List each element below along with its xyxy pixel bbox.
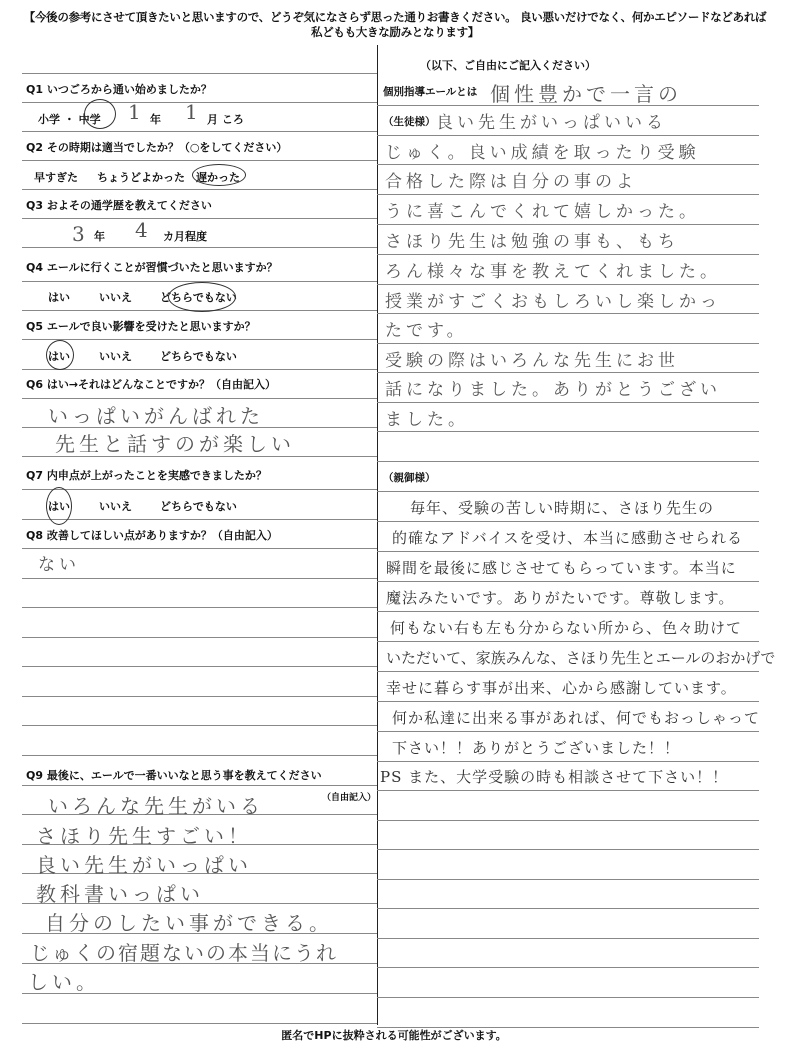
- rule-line: [22, 339, 377, 340]
- q3-label: Q3 およその通学歴を教えてください: [26, 199, 212, 212]
- q4-option-neither[interactable]: どちらでもない: [160, 291, 237, 304]
- q3-years-value[interactable]: 3: [72, 222, 89, 246]
- rule-line: [22, 785, 377, 786]
- q7-selection-circle: [46, 487, 72, 525]
- rule-line: [22, 755, 377, 756]
- q8-answer-line[interactable]: ない: [38, 555, 80, 575]
- q9-answer-line[interactable]: さほり先生すごい！: [36, 824, 252, 848]
- q2-selection-circle: [192, 164, 246, 186]
- rule-line: [22, 160, 377, 161]
- q3-months-unit: カ月程度: [163, 230, 207, 243]
- rule-line: [377, 938, 759, 939]
- rule-line: [377, 731, 759, 732]
- rule-line: [22, 247, 377, 248]
- q9-answer-line[interactable]: いろんな先生がいる: [48, 794, 264, 818]
- q2-option-just-right[interactable]: ちょうどよかった: [97, 171, 185, 184]
- q9-answer-line[interactable]: 自分のしたい事ができる。: [45, 911, 333, 935]
- rule-line: [22, 519, 377, 520]
- parent-comment-line[interactable]: 何もない右も左も分からない所から、色々助けて: [390, 619, 743, 637]
- student-comment-line[interactable]: さほり先生は勉強の事も、もち: [385, 232, 679, 252]
- yell-definition-label: 個別指導エールとは: [383, 86, 478, 98]
- student-comment-line[interactable]: 合格した際は自分の事のよ: [385, 172, 637, 192]
- q9-answer-line[interactable]: じゅくの宿題ないの本当にうれ: [30, 941, 338, 965]
- q6-answer-line[interactable]: いっぱいがんばれた: [48, 404, 264, 428]
- q4-option-yes[interactable]: はい: [48, 291, 70, 304]
- rule-line: [377, 194, 759, 195]
- rule-line: [377, 135, 759, 136]
- q8-label: Q8 改善してほしい点がありますか？（自由記入）: [26, 529, 278, 542]
- form-intro: 【今後の参考にさせて頂きたいと思いますので、どうぞ気になさらず思った通りお書きください。 良い悪いだけでなく、何かエピソードなどあれば私どもも大きな励みとなります】: [23, 10, 767, 39]
- parent-comment-line[interactable]: 何か私達に出来る事があれば、何でもおっしゃって: [392, 709, 761, 727]
- rule-line: [377, 254, 759, 255]
- student-comment-line[interactable]: 良い先生がいっぱいいる: [436, 113, 667, 133]
- rule-line: [377, 967, 759, 968]
- rule-line: [22, 725, 377, 726]
- parent-comment-line[interactable]: 下さい！！ありがとうございました！！: [392, 739, 681, 757]
- rule-line: [22, 369, 377, 370]
- student-comment-line[interactable]: 受験の際はいろんな先生にお世: [385, 351, 679, 371]
- rule-line: [377, 849, 759, 850]
- q5-option-no[interactable]: いいえ: [99, 350, 132, 363]
- q9-answer-line[interactable]: 教科書いっぱい: [36, 882, 204, 906]
- parent-comment-line[interactable]: 瞬間を最後に感じさせてもらっています。本当に: [386, 559, 737, 577]
- student-comment-line[interactable]: 個性豊かで一言の: [490, 82, 682, 106]
- rule-line: [377, 372, 759, 373]
- rule-line: [377, 641, 759, 642]
- parent-comment-line[interactable]: 的確なアドバイスを受け、本当に感動させられる: [392, 529, 743, 547]
- q3-years-unit: 年: [94, 230, 105, 243]
- rule-line: [377, 551, 759, 552]
- q4-option-no[interactable]: いいえ: [99, 291, 132, 304]
- rule-line: [377, 284, 759, 285]
- q7-option-no[interactable]: いいえ: [99, 500, 132, 513]
- student-comment-line[interactable]: うに喜こんでくれて嬉しかった。: [385, 202, 700, 222]
- q3-months-value[interactable]: 4: [135, 218, 152, 242]
- rule-line: [377, 461, 759, 462]
- parent-comment-line[interactable]: 幸せに暮らす事が出来、心から感謝しています。: [386, 679, 737, 697]
- q5-selection-circle: [46, 340, 74, 370]
- rule-line: [377, 761, 759, 762]
- rule-line: [377, 997, 759, 998]
- rule-line: [377, 790, 759, 791]
- parent-comment-line[interactable]: 魔法みたいです。ありがたいです。尊敬します。: [386, 589, 735, 607]
- student-comment-line[interactable]: ろん様々な事を教えてくれました。: [385, 262, 721, 282]
- q5-label: Q5 エールで良い影響を受けたと思いますか？: [26, 320, 256, 333]
- q2-label: Q2 その時期は適当でしたか？（○をしてください）: [26, 141, 288, 154]
- rule-line: [22, 607, 377, 608]
- student-comment-line[interactable]: 授業がすごくおもしろいし楽しかっ: [385, 292, 721, 312]
- student-comment-line[interactable]: じゅく。良い成績を取ったり受験: [385, 143, 700, 163]
- student-label: （生徒様）: [383, 116, 436, 128]
- q1-school-options[interactable]: 小学 ・ 中学: [38, 113, 101, 126]
- q1-selection-circle: [84, 99, 116, 129]
- rule-line: [22, 1023, 377, 1024]
- rule-line: [377, 164, 759, 165]
- column-divider: [377, 45, 378, 1025]
- student-comment-line[interactable]: たです。: [385, 321, 468, 341]
- rule-line: [377, 879, 759, 880]
- rule-line: [22, 73, 377, 74]
- rule-line: [22, 131, 377, 132]
- q9-answer-line[interactable]: しい。: [28, 970, 100, 994]
- anonymity-notice: 匿名でHPに抜粋される可能性がございます。: [281, 1029, 507, 1042]
- parent-comment-line[interactable]: 毎年、受験の苦しい時期に、さほり先生の: [410, 499, 715, 517]
- student-comment-line[interactable]: 話になりました。ありがとうござい: [385, 380, 721, 400]
- q1-year-unit: 年: [150, 113, 161, 126]
- q9-free-entry-note: （自由記入）: [322, 793, 377, 803]
- rule-line: [22, 398, 377, 399]
- rule-line: [377, 521, 759, 522]
- q2-option-too-late[interactable]: 遅かった: [196, 171, 240, 184]
- rule-line: [377, 402, 759, 403]
- rule-line: [377, 581, 759, 582]
- rule-line: [377, 313, 759, 314]
- rule-line: [22, 578, 377, 579]
- rule-line: [22, 189, 377, 190]
- rule-line: [377, 343, 759, 344]
- q7-label: Q7 内申点が上がったことを実感できましたか？: [26, 469, 267, 482]
- parent-comment-line[interactable]: PS また、大学受験の時も相談させて下さい！！: [380, 768, 729, 786]
- right-column-note: （以下、ご自由にご記入ください）: [420, 59, 596, 72]
- q5-option-neither[interactable]: どちらでもない: [160, 350, 237, 363]
- parent-comment-line[interactable]: いただいて、家族みんな、さほり先生とエールのおかげで: [386, 649, 776, 667]
- student-comment-line[interactable]: ました。: [385, 410, 469, 430]
- rule-line: [377, 671, 759, 672]
- rule-line: [377, 908, 759, 909]
- q6-answer-line[interactable]: 先生と話すのが楽しい: [55, 432, 295, 456]
- rule-line: [377, 701, 759, 702]
- q2-option-too-early[interactable]: 早すぎた: [34, 171, 78, 184]
- rule-line: [22, 666, 377, 667]
- q6-label: Q6 はい→それはどんなことですか？（自由記入）: [26, 378, 277, 391]
- rule-line: [22, 548, 377, 549]
- q1-month-value[interactable]: 1: [185, 100, 202, 124]
- rule-line: [377, 491, 759, 492]
- rule-line: [22, 489, 377, 490]
- q9-answer-line[interactable]: 良い先生がいっぱい: [36, 853, 252, 877]
- q5-option-yes[interactable]: はい: [48, 350, 70, 363]
- rule-line: [22, 218, 377, 219]
- q1-year-value[interactable]: 1: [128, 100, 145, 124]
- q1-label: Q1 いつごろから通い始めましたか？: [26, 83, 212, 96]
- rule-line: [377, 820, 759, 821]
- rule-line: [377, 611, 759, 612]
- rule-line: [22, 637, 377, 638]
- q4-label: Q4 エールに行くことが習慣づいたと思いますか？: [26, 261, 278, 274]
- rule-line: [377, 224, 759, 225]
- parent-label: （親御様）: [383, 472, 436, 484]
- q4-selection-circle: [168, 282, 236, 312]
- q9-label: Q9 最後に、エールで一番いいなと思う事を教えてください: [26, 769, 322, 782]
- rule-line: [22, 696, 377, 697]
- q1-month-unit: 月 ころ: [207, 113, 244, 126]
- q7-option-yes[interactable]: はい: [48, 500, 70, 513]
- q7-option-neither[interactable]: どちらでもない: [160, 500, 237, 513]
- rule-line: [377, 431, 759, 432]
